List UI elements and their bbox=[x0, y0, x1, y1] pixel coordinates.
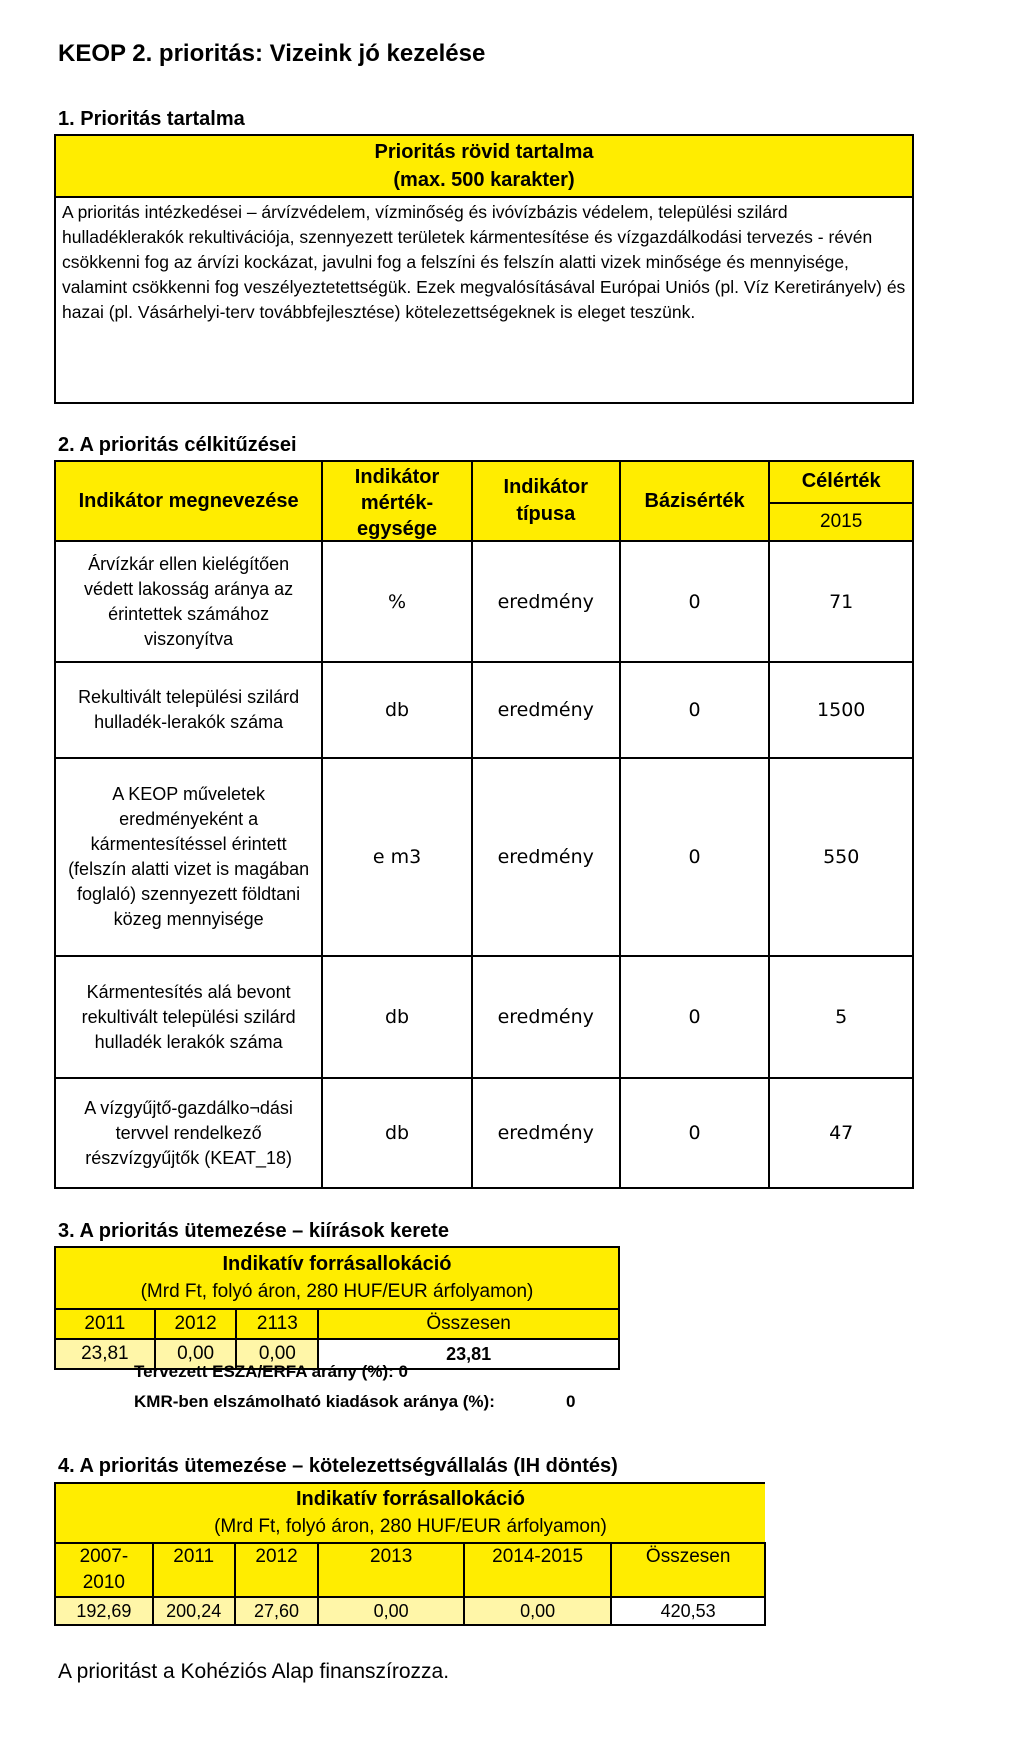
indicator-base: 0 bbox=[620, 1078, 770, 1188]
section2-heading: 2. A prioritás célkitűzései bbox=[58, 434, 297, 456]
indicator-table bbox=[54, 460, 914, 1189]
value-cell: 200,24 bbox=[153, 1597, 235, 1625]
priority-content-header-line2: (max. 500 karakter) bbox=[393, 169, 575, 191]
schedule-calls-subtitle: (Mrd Ft, folyó áron, 280 HUF/EUR árfolyamon) bbox=[140, 1281, 534, 1302]
col-header: 2012 bbox=[155, 1309, 237, 1339]
col-header-line1: 2007- bbox=[79, 1546, 129, 1567]
section1-heading: 1. Prioritás tartalma bbox=[58, 108, 245, 130]
value-cell: 0,00 bbox=[155, 1339, 237, 1369]
value-cell: 0,00 bbox=[464, 1597, 611, 1625]
col-header: 2011 bbox=[55, 1309, 155, 1339]
col-header: Összesen bbox=[318, 1309, 619, 1339]
table-row bbox=[55, 758, 913, 956]
indicator-base: 0 bbox=[620, 956, 770, 1078]
indicator-target: 71 bbox=[769, 541, 913, 662]
total-cell: 420,53 bbox=[611, 1597, 765, 1625]
schedule-calls-header bbox=[55, 1247, 619, 1309]
schedule-commitments-subtitle: (Mrd Ft, folyó áron, 280 HUF/EUR árfolyamon) bbox=[214, 1516, 607, 1537]
priority-content-text: A prioritás intézkedései – árvízvédelem, vízminőség és ivóvízbázis védelem, települési szilárd hulladéklerakók rekultivációja, szennyezett területek kármentesítése és vízgazdálkodási tervezés - révén csökkenni fog az árvízi kockázat, javulni fog a felszíni és felszín alatti vizek minősége és mennyisége, valamint csökkenni fog veszélyeztetettségük. Ezek megvalósításával Európai Uniós (pl. Víz Keretirányelv) és hazai (pl. Vásárhelyi-terv továbbfejlesztése) kötelezettségeknek is eleget teszünk. bbox=[55, 197, 913, 403]
schedule-commitments-table bbox=[54, 1482, 766, 1626]
indicator-type: eredmény bbox=[472, 662, 620, 758]
header-indicator-name: Indikátor megnevezése bbox=[55, 461, 322, 541]
indicator-type: eredmény bbox=[472, 1078, 620, 1188]
value-cell: 23,81 bbox=[55, 1339, 155, 1369]
value-cell: 0,00 bbox=[236, 1339, 318, 1369]
page-title: KEOP 2. prioritás: Vizeink jó kezelése bbox=[58, 40, 486, 67]
indicator-target: 5 bbox=[769, 956, 913, 1078]
total-cell: 23,81 bbox=[318, 1339, 619, 1369]
esza-erfa-ratio: Tervezett ESZA/ERFA arány (%): 0 bbox=[134, 1362, 408, 1381]
kmr-ratio-value: 0 bbox=[566, 1392, 576, 1411]
indicator-base: 0 bbox=[620, 541, 770, 662]
indicator-target: 47 bbox=[769, 1078, 913, 1188]
header-indicator-type bbox=[472, 461, 620, 541]
indicator-unit: e m3 bbox=[322, 758, 472, 956]
schedule-commitments-title: Indikatív forrásallokáció bbox=[296, 1488, 525, 1510]
header-target-value: Célérték bbox=[769, 461, 913, 503]
indicator-base: 0 bbox=[620, 662, 770, 758]
indicator-unit: db bbox=[322, 956, 472, 1078]
indicator-type: eredmény bbox=[472, 956, 620, 1078]
indicator-type: eredmény bbox=[472, 541, 620, 662]
schedule-commitments-header bbox=[55, 1483, 765, 1543]
table-row bbox=[55, 956, 913, 1078]
schedule-calls-table bbox=[54, 1246, 620, 1370]
header-target-year: 2015 bbox=[769, 503, 913, 541]
indicator-base: 0 bbox=[620, 758, 770, 956]
header-indicator-unit bbox=[322, 461, 472, 541]
value-cell: 27,60 bbox=[235, 1597, 319, 1625]
schedule-calls-title: Indikatív forrásallokáció bbox=[222, 1253, 452, 1275]
kmr-ratio-label: KMR-ben elszámolható kiadások aránya (%): bbox=[134, 1392, 495, 1411]
indicator-target: 1500 bbox=[769, 662, 913, 758]
indicator-type: eredmény bbox=[472, 758, 620, 956]
col-header: 2014-2015 bbox=[464, 1543, 611, 1597]
priority-content-table bbox=[54, 134, 914, 404]
col-header: 2113 bbox=[236, 1309, 318, 1339]
indicator-name: A vízgyűjtő-gazdálko¬dási tervvel rendelkező részvízgyűjtők (KEAT_18) bbox=[55, 1078, 322, 1188]
indicator-name: Rekultivált települési szilárd hulladék-lerakók száma bbox=[55, 662, 322, 758]
priority-content-header-line1: Prioritás rövid tartalma bbox=[374, 141, 594, 163]
indicator-target: 550 bbox=[769, 758, 913, 956]
header-base-value: Bázisérték bbox=[620, 461, 770, 541]
value-cell: 192,69 bbox=[55, 1597, 153, 1625]
col-header: 2011 bbox=[153, 1543, 235, 1597]
section3-heading: 3. A prioritás ütemezése – kiírások kerete bbox=[58, 1220, 449, 1242]
table-row bbox=[55, 1078, 913, 1188]
header-indicator-type-text: Indikátor típusa bbox=[503, 476, 588, 525]
indicator-name: A KEOP műveletek eredményeként a kármentesítéssel érintett (felszín alatti vizet is magában foglaló) szennyezett földtani közeg mennyisége bbox=[55, 758, 322, 956]
col-header-line2: 2010 bbox=[82, 1572, 126, 1593]
indicator-unit: % bbox=[322, 541, 472, 662]
table-row bbox=[55, 541, 913, 662]
table-row bbox=[55, 662, 913, 758]
col-header: Összesen bbox=[611, 1543, 765, 1597]
value-cell: 0,00 bbox=[318, 1597, 463, 1625]
col-header: 2012 bbox=[235, 1543, 319, 1597]
priority-content-header bbox=[55, 135, 913, 197]
header-indicator-unit-text: Indikátor mérték-egysége bbox=[354, 466, 440, 540]
indicator-unit: db bbox=[322, 1078, 472, 1188]
indicator-name: Kármentesítés alá bevont rekultivált települési szilárd hulladék lerakók száma bbox=[55, 956, 322, 1078]
col-header: 2013 bbox=[318, 1543, 463, 1597]
indicator-unit: db bbox=[322, 662, 472, 758]
indicator-name: Árvízkár ellen kielégítően védett lakosság aránya az érintettek számához viszonyítva bbox=[55, 541, 322, 662]
col-header bbox=[55, 1543, 153, 1597]
footer-note: A prioritást a Kohéziós Alap finanszírozza. bbox=[58, 1660, 450, 1683]
section4-heading: 4. A prioritás ütemezése – kötelezettségvállalás (IH döntés) bbox=[58, 1455, 618, 1477]
